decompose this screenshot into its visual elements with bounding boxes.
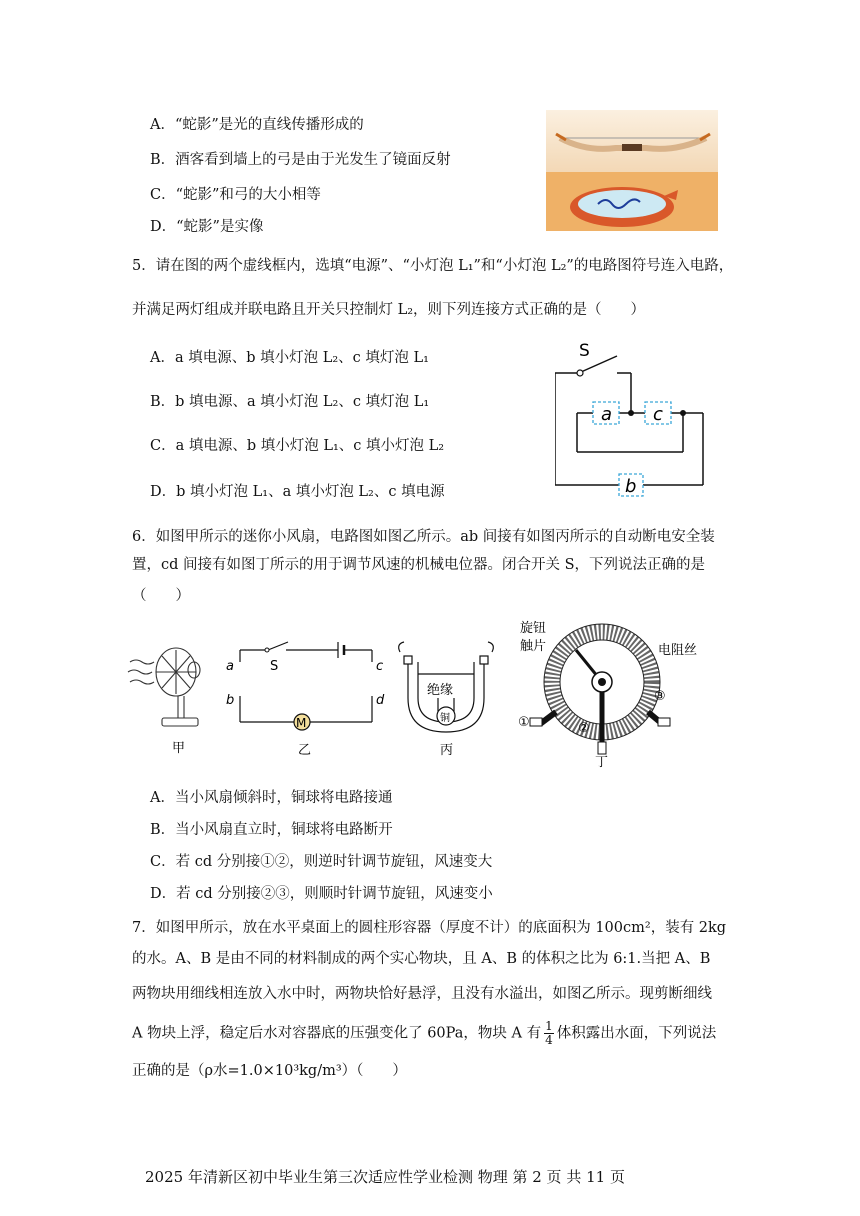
fraction-denominator: 4 xyxy=(545,1033,553,1047)
fig-label-yi: 乙 xyxy=(298,743,312,758)
q7-line-2: 的水。A、B 是由不同的材料制成的两个实心物块，且 A、B 的体积之比为 6:1.当把 A、B xyxy=(132,951,711,967)
terminal-b: b xyxy=(226,693,235,708)
fig-label-bing: 丙 xyxy=(440,743,454,758)
q7-line-4 xyxy=(132,1020,716,1047)
terminal-a: a xyxy=(226,659,234,674)
q4-option-a: A．“蛇影”是光的直线传播形成的 xyxy=(150,117,364,133)
box-b-label: b xyxy=(625,476,637,497)
fan-figure xyxy=(126,640,216,756)
terminal-2-label: ② xyxy=(578,721,590,736)
q5-option-d: D．b 填小灯泡 L₁、a 填小灯泡 L₂、c 填电源 xyxy=(150,484,445,500)
box-a-label: a xyxy=(601,404,613,425)
terminal-1-label: ① xyxy=(518,715,530,730)
q7-line-1: 7．如图甲所示，放在水平桌面上的圆柱形容器（厚度不计）的底面积为 100cm²，装有 2kg xyxy=(132,920,727,936)
q6-option-b: B．当小风扇直立时，铜球将电路断开 xyxy=(150,822,393,838)
q7-line-5: 正确的是（ρ水=1.0×10³kg/m³）（ ） xyxy=(132,1063,407,1079)
q5-stem-line-2: 并满足两灯组成并联电路且开关只控制灯 L₂，则下列连接方式正确的是（ ） xyxy=(132,302,646,318)
q4-option-d: D．“蛇影”是实像 xyxy=(150,219,264,235)
slider-label: 触片 xyxy=(520,639,547,654)
fig-label-jia: 甲 xyxy=(172,741,186,756)
resistance-wire-label: 电阻丝 xyxy=(658,643,698,658)
q6-stem-line-1: 6．如图甲所示的迷你小风扇，电路图如图乙所示。ab 间接有如图丙所示的自动断电安全装 xyxy=(132,529,715,545)
fraction-one-quarter xyxy=(544,1020,554,1047)
tilt-switch-figure xyxy=(394,636,500,758)
q7-line-4-start: A 物块上浮，稳定后水对容器底的压强变化了 60Pa，物块 A 有 xyxy=(132,1025,542,1042)
q5-option-c: C．a 填电源、b 填小灯泡 L₁、c 填小灯泡 L₂ xyxy=(150,438,445,454)
fig-label-ding: 丁 xyxy=(595,755,609,768)
q6-stem-line-2: 置，cd 间接有如图丁所示的用于调节风速的机械电位器。闭合开关 S，下列说法正确的是 xyxy=(132,557,706,573)
bow-and-cup-illustration xyxy=(546,110,718,231)
page-footer: 2025 年清新区初中毕业生第三次适应性学业检测 物理 第 2 页 共 11 页 xyxy=(145,1168,625,1186)
q6-option-d: D．若 cd 分别接②③，则顺时针调节旋钮，风速变小 xyxy=(150,886,493,902)
fan-circuit-figure xyxy=(222,640,392,758)
circuit-switch-label: S xyxy=(270,659,279,674)
q5-option-a: A．a 填电源、b 填小灯泡 L₂、c 填灯泡 L₁ xyxy=(150,350,429,366)
q4-option-c: C．“蛇影”和弓的大小相等 xyxy=(150,187,321,203)
box-c-label: c xyxy=(653,404,663,425)
q4-option-b: B．酒客看到墙上的弓是由于光发生了镜面反射 xyxy=(150,152,451,168)
knob-label: 旋钮 xyxy=(520,621,547,636)
q5-stem-line-1: 5．请在图的两个虚线框内，选填“电源”、“小灯泡 L₁”和“小灯泡 L₂”的电路图符号连入电路， xyxy=(132,258,734,274)
q6-option-c: C．若 cd 分别接①②，则逆时针调节旋钮，风速变大 xyxy=(150,854,493,870)
q7-line-3: 两物块用细线相连放入水中时，两物块恰好悬浮，且没有水溢出，如图乙所示。现剪断细线 xyxy=(132,986,712,1002)
insulation-label: 绝缘 xyxy=(427,683,454,698)
q6-stem-line-3: （ ） xyxy=(132,588,190,604)
fraction-numerator: 1 xyxy=(545,1019,553,1033)
copper-ball-label: 铜 xyxy=(440,713,450,724)
q5-circuit-diagram xyxy=(555,340,715,505)
terminal-3-label: ③ xyxy=(654,689,666,704)
q6-option-a: A．当小风扇倾斜时，铜球将电路接通 xyxy=(150,790,393,806)
potentiometer-figure xyxy=(516,620,736,768)
motor-label: M xyxy=(296,716,307,730)
terminal-c: c xyxy=(376,659,384,674)
q7-line-4-end: 体积露出水面，下列说法 xyxy=(556,1025,717,1042)
q5-option-b: B．b 填电源、a 填小灯泡 L₂、c 填灯泡 L₁ xyxy=(150,394,430,410)
switch-label-s: S xyxy=(579,341,590,361)
terminal-d: d xyxy=(376,693,385,708)
